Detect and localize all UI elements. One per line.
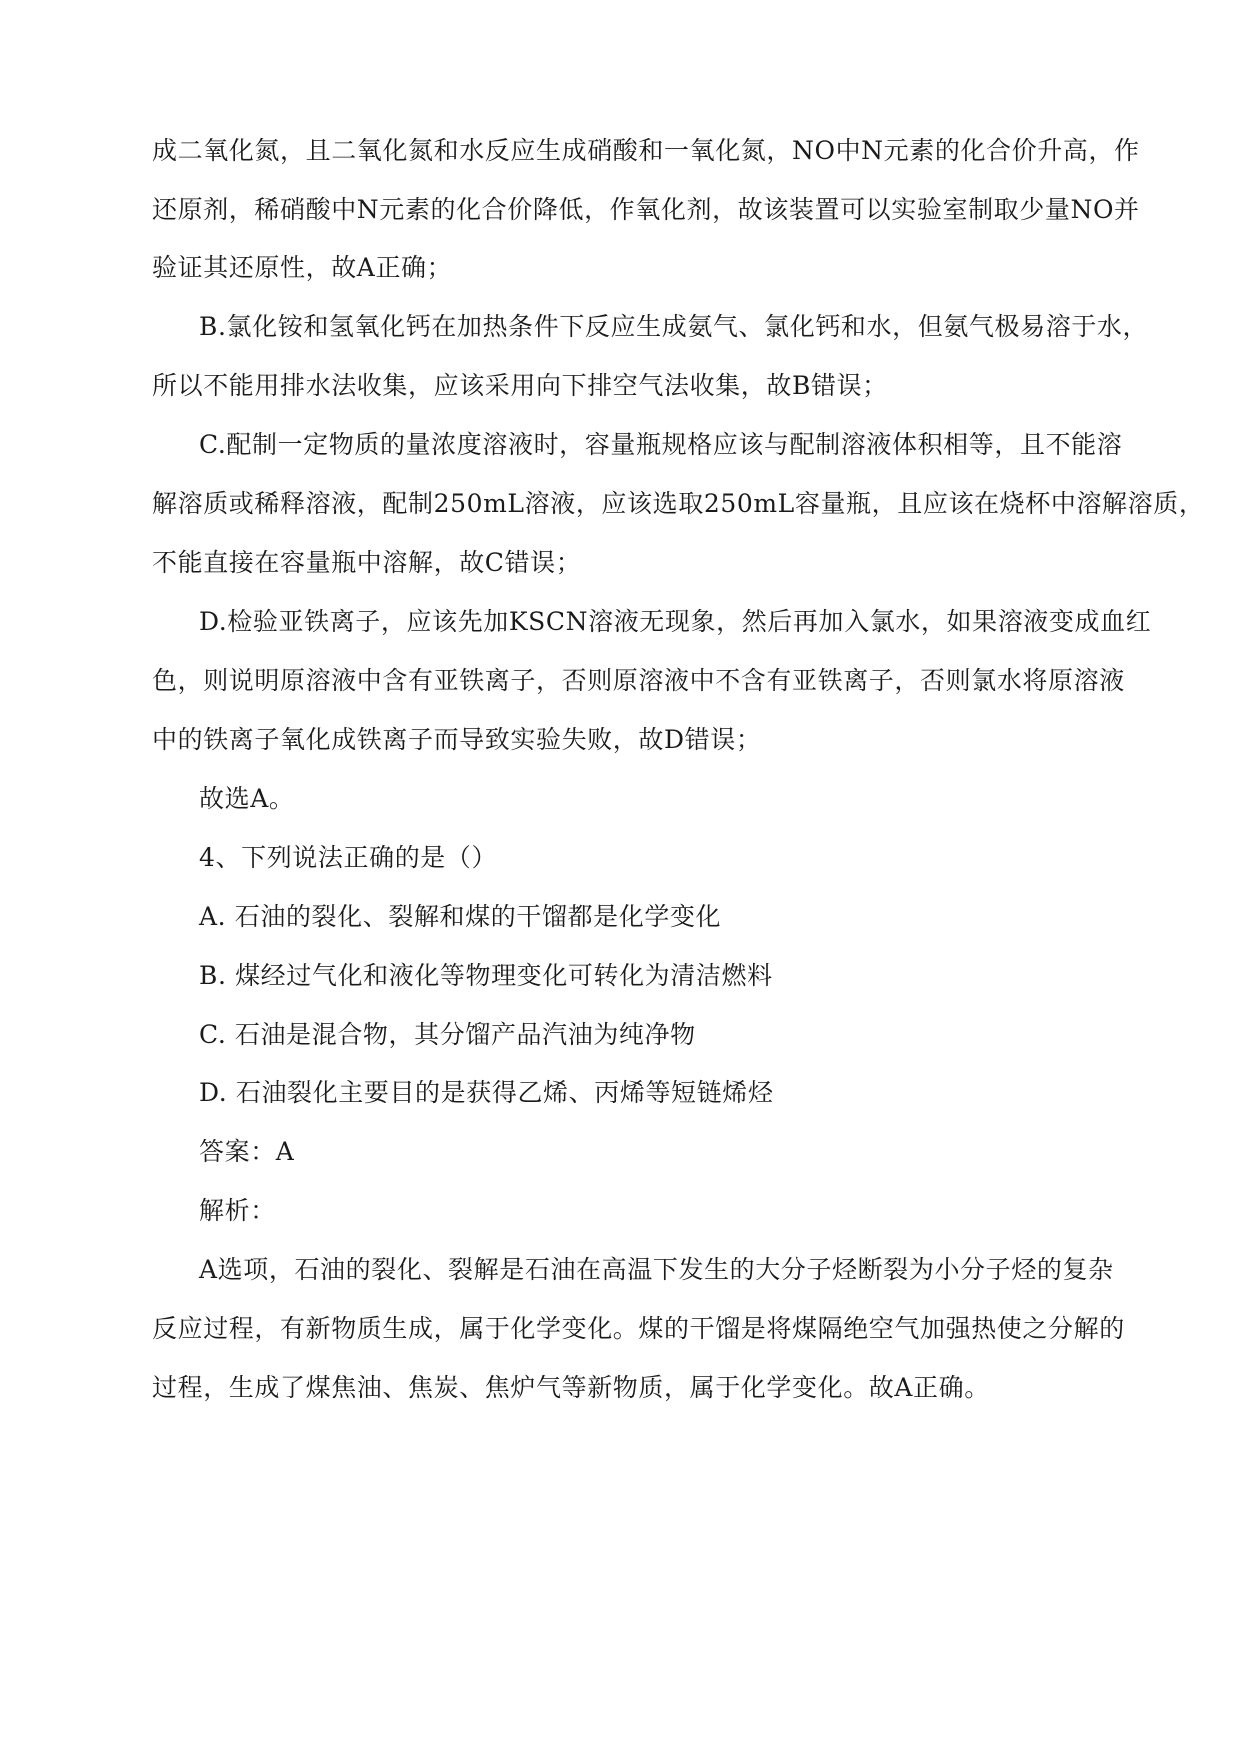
text-line: 不能直接在容量瓶中溶解，故C错误； bbox=[152, 548, 582, 577]
text-line: A选项，石油的裂化、裂解是石油在高温下发生的大分子烃断裂为小分子烃的复杂 bbox=[199, 1255, 1114, 1284]
text-line: 成二氧化氮，且二氧化氮和水反应生成硝酸和一氧化氮，NO中N元素的化合价升高，作 bbox=[152, 136, 1140, 165]
option-a: A. 石油的裂化、裂解和煤的干馏都是化学变化 bbox=[199, 902, 722, 931]
question-stem: 4、下列说法正确的是（） bbox=[199, 843, 498, 872]
text-line: 解溶质或稀释溶液，配制250mL溶液，应该选取250mL容量瓶，且应该在烧杯中溶解溶质， bbox=[152, 489, 1205, 518]
text-line: 反应过程，有新物质生成，属于化学变化。煤的干馏是将煤隔绝空气加强热使之分解的 bbox=[152, 1314, 1125, 1343]
option-b: B. 煤经过气化和液化等物理变化可转化为清洁燃料 bbox=[199, 961, 773, 990]
text-line: 还原剂，稀硝酸中N元素的化合价降低，作氧化剂，故该装置可以实验室制取少量NO并 bbox=[152, 195, 1140, 224]
text-line: 色，则说明原溶液中含有亚铁离子，否则原溶液中不含有亚铁离子，否则氯水将原溶液 bbox=[152, 666, 1125, 695]
answer-line: 答案：A bbox=[199, 1137, 295, 1166]
text-line: B.氯化铵和氢氧化钙在加热条件下反应生成氨气、氯化钙和水，但氨气极易溶于水， bbox=[199, 312, 1149, 341]
text-line: 所以不能用排水法收集，应该采用向下排空气法收集，故B错误； bbox=[152, 371, 888, 400]
text-line: C.配制一定物质的量浓度溶液时，容量瓶规格应该与配制溶液体积相等，且不能溶 bbox=[199, 430, 1123, 459]
text-line: D.检验亚铁离子，应该先加KSCN溶液无现象，然后再加入氯水，如果溶液变成血红 bbox=[199, 607, 1152, 636]
option-d: D. 石油裂化主要目的是获得乙烯、丙烯等短链烯烃 bbox=[199, 1078, 774, 1107]
text-line: 验证其还原性，故A正确； bbox=[152, 253, 453, 282]
option-c: C. 石油是混合物，其分馏产品汽油为纯净物 bbox=[199, 1020, 696, 1049]
answer-conclusion: 故选A。 bbox=[199, 784, 295, 813]
text-line: 中的铁离子氧化成铁离子而导致实验失败，故D错误； bbox=[152, 725, 762, 754]
analysis-label: 解析： bbox=[199, 1196, 276, 1225]
text-line: 过程，生成了煤焦油、焦炭、焦炉气等新物质，属于化学变化。故A正确。 bbox=[152, 1373, 990, 1402]
